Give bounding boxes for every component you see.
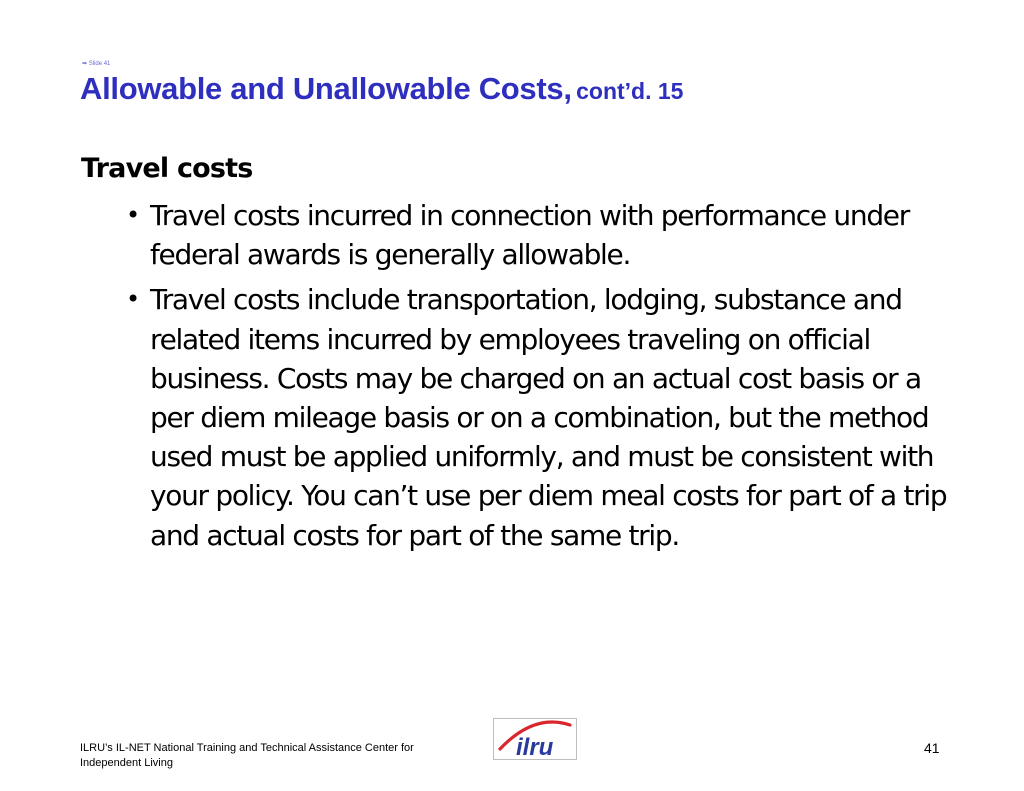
bullet-text: Travel costs include transportation, lodging, substance and related items incurred by employees traveling on official business. Costs may be charged on an actual cost basis or a per diem mileage basis or on a combination, but the method used must be applied uniformly, and must be consistent with your policy. You can’t use per diem meal costs for part of a trip and actual costs for part of the same trip. xyxy=(150,283,947,552)
ilru-logo xyxy=(493,718,577,760)
ilru-logo-icon xyxy=(494,719,576,759)
footer-organization xyxy=(80,741,460,771)
footer-line-1: ILRU’s IL-NET National Training and Technical Assistance Center for xyxy=(80,742,414,754)
title-suffix: cont’d. 15 xyxy=(576,78,684,104)
bullet-dot: • xyxy=(126,201,139,229)
logo-wordmark: ilru xyxy=(516,734,554,759)
bullet-list xyxy=(126,196,966,561)
title-main: Allowable and Unallowable Costs, xyxy=(80,71,572,106)
bullet-item xyxy=(126,196,966,274)
bullet-item xyxy=(126,280,966,554)
slide-title xyxy=(80,71,683,107)
bullet-text: Travel costs incurred in connection with performance under federal awards is generally allowable. xyxy=(150,199,909,272)
page-number: 41 xyxy=(924,740,940,756)
slide-tag: ➡ Slide 41 xyxy=(82,61,111,67)
section-heading: Travel costs xyxy=(81,153,253,184)
footer-line-2: Independent Living xyxy=(80,757,173,769)
bullet-dot: • xyxy=(126,285,139,314)
